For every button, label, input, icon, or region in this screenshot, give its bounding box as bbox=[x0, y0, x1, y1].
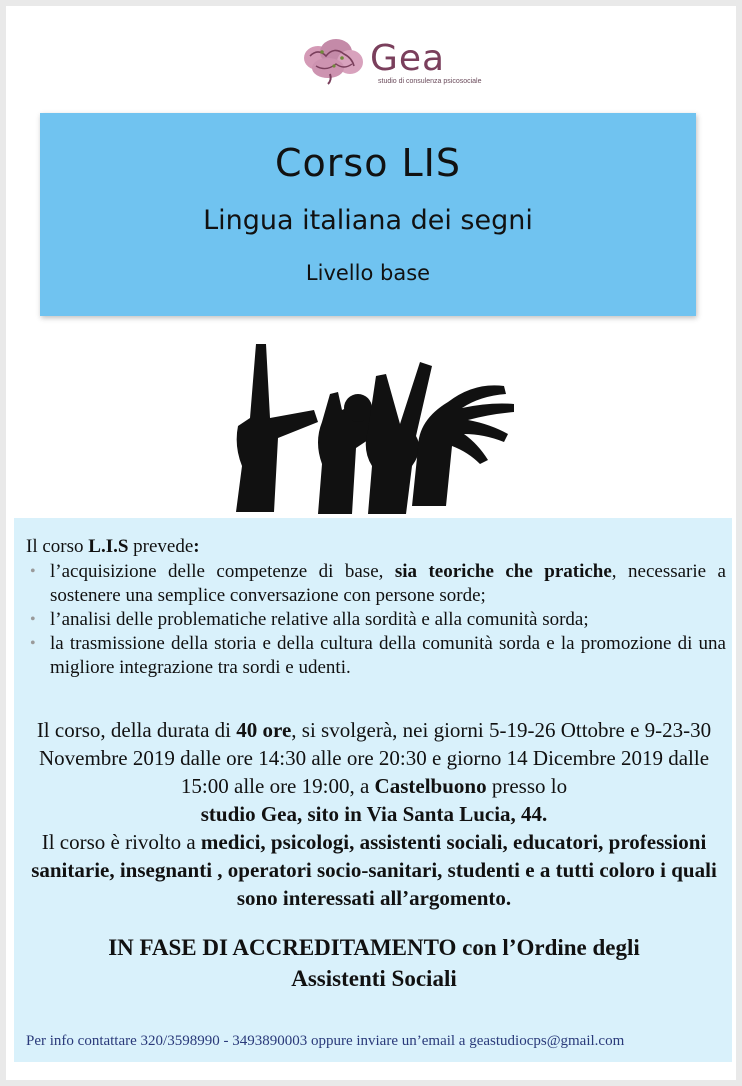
list-item: • la trasmissione della storia e della cultura della comunità sorda e la promozione di una migliore integrazione tra sordi e udenti. bbox=[26, 632, 726, 680]
details-text-3: presso lo bbox=[486, 774, 568, 798]
course-subtitle: Lingua italiana dei segni bbox=[203, 205, 533, 236]
accreditation-notice bbox=[24, 932, 724, 994]
flyer-page bbox=[6, 6, 736, 1080]
brain-icon bbox=[296, 36, 368, 86]
intro-bold: L.I.S bbox=[88, 536, 129, 557]
details-duration: 40 ore bbox=[236, 718, 292, 742]
details-venue: studio Gea, sito in Via Santa Lucia, 44. bbox=[200, 802, 548, 826]
logo-tagline: studio di consulenza psicosociale bbox=[378, 78, 482, 85]
gea-logo bbox=[296, 36, 482, 92]
course-details bbox=[24, 716, 724, 912]
list-item: • l’analisi delle problematiche relative alla sordità e alla comunità sorda; bbox=[26, 608, 726, 632]
logo-wordmark: Gea bbox=[370, 38, 446, 79]
intro-prefix: Il corso bbox=[26, 536, 89, 557]
bullet-1-text-a: l’acquisizione delle competenze di base, bbox=[50, 561, 395, 582]
accreditation-line-1: IN FASE DI ACCREDITAMENTO con l’Ordine degli bbox=[108, 935, 640, 960]
course-title: Corso LIS bbox=[274, 141, 462, 185]
accreditation-line-2: Assistenti Sociali bbox=[291, 966, 457, 991]
contact-info: Per info contattare 320/3598990 - 3493890003 oppure inviare un’email a geastudiocps@gmail.com bbox=[26, 1033, 625, 1049]
course-level: Livello base bbox=[305, 261, 431, 285]
intro-suffix: prevede bbox=[128, 536, 194, 557]
details-town: Castelbuono bbox=[374, 774, 487, 798]
title-box bbox=[40, 113, 696, 316]
details-text-2: , si svolgerà, nei giorni 5-19-26 Ottobre e 9-23-30 Novembre 2019 dalle ore 14:30 alle ore 20:30 e giorno 14 Dicembre 2019 dalle 15:00 alle ore 19:00, a bbox=[38, 718, 712, 798]
info-box bbox=[14, 518, 732, 1062]
list-item bbox=[26, 560, 726, 608]
details-audience: medici, psicologi, assistenti sociali, educatori, professioni sanitarie, insegnanti , operatori socio-sanitari, studenti e a tutti coloro i quali sono interessati all’argomento. bbox=[31, 830, 717, 910]
bullet-1-text-b: , necessarie a sostenere una semplice conversazione con persone sorde; bbox=[50, 561, 726, 606]
details-text-4: Il corso è rivolto a bbox=[41, 830, 201, 854]
objectives-list bbox=[26, 560, 726, 680]
intro-line bbox=[26, 536, 200, 558]
details-text-1: Il corso, della durata di bbox=[36, 718, 237, 742]
intro-colon: : bbox=[193, 536, 200, 557]
bullet-1-bold: sia teoriche che pratiche bbox=[394, 561, 612, 582]
hands-signing-lis-icon bbox=[226, 336, 526, 514]
